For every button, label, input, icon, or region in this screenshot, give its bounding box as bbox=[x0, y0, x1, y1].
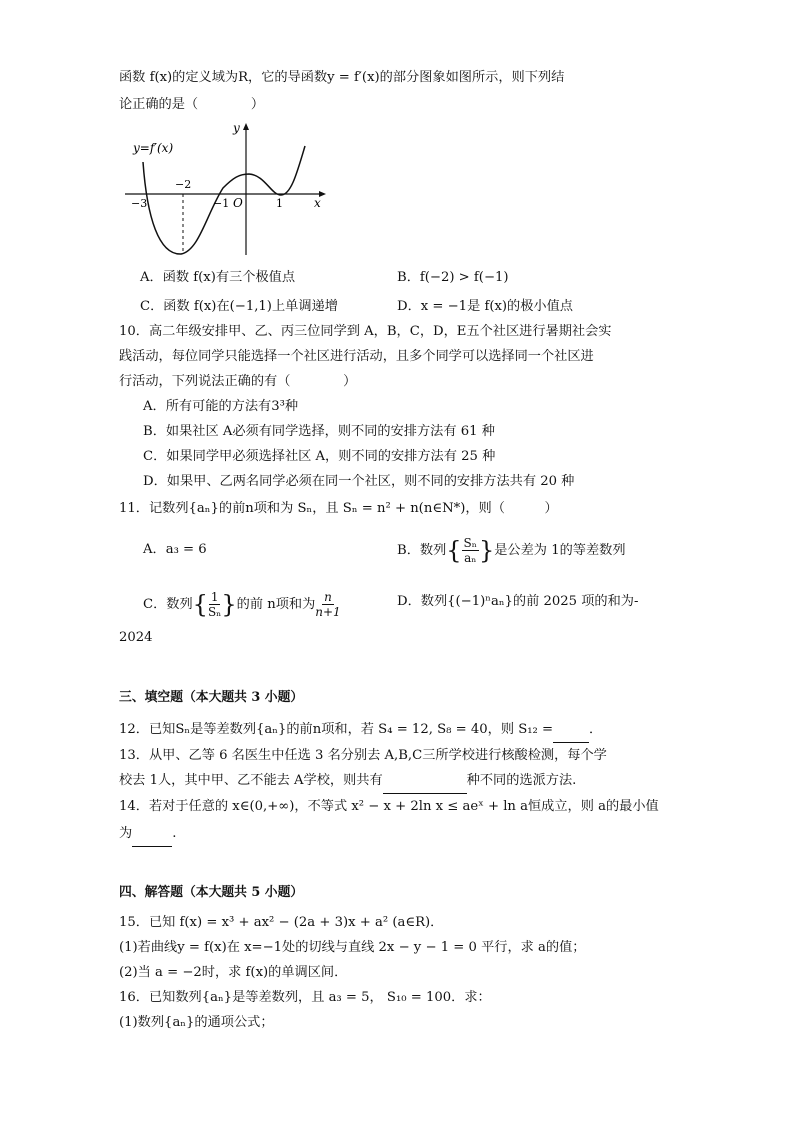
q11-option-b bbox=[397, 536, 626, 565]
q13-line2-suffix: 种不同的选派方法. bbox=[466, 773, 577, 788]
tick-neg2: −2 bbox=[175, 178, 192, 191]
q10-option-a: A．所有可能的方法有3³种 bbox=[143, 399, 299, 414]
q13-line1: 13．从甲、乙等 6 名医生中任选 3 名分别去 A,B,C三所学校进行核酸检测，每个学 bbox=[119, 748, 607, 763]
tick-1: 1 bbox=[276, 197, 283, 210]
fraction-sn-an bbox=[462, 536, 479, 565]
q9-option-d: D．x = −1是 f(x)的极小值点 bbox=[397, 299, 573, 314]
q13-line2-prefix: 校去 1人，其中甲、乙不能去 A学校，则共有 bbox=[119, 773, 383, 788]
left-brace: { bbox=[192, 590, 208, 619]
q15-line1: 15．已知 f(x) = x³ + ax² − (2a + 3)x + a² (a∈R)． bbox=[119, 915, 444, 930]
q13-line2 bbox=[119, 771, 576, 794]
q16-line2: (1)数列{aₙ}的通项公式； bbox=[119, 1015, 274, 1030]
section-fill-in-title: 三、填空题（本大题共 3 小题） bbox=[119, 690, 304, 705]
q14-line2-prefix: 为 bbox=[119, 826, 133, 841]
q12-text: 12．已知Sₙ是等差数列{aₙ}的前n项和，若 S₄ = 12, S₈ = 40，则 S₁₂ = bbox=[119, 722, 554, 737]
fraction-numerator: 1 bbox=[210, 590, 219, 604]
fraction-numerator: n bbox=[324, 590, 332, 604]
curve-label: y=f′(x) bbox=[133, 141, 174, 155]
origin-label: O bbox=[233, 196, 243, 210]
q9-option-c: C．函数 f(x)在(−1,1)上单调递增 bbox=[140, 299, 338, 314]
q9-line1: 函数 f(x)的定义域为R，它的导函数y = f′(x)的部分图象如图所示，则下列结 bbox=[119, 70, 565, 85]
q11-option-d-cont: 2024 bbox=[119, 630, 153, 645]
x-axis-label: x bbox=[314, 196, 321, 210]
q11-option-c-prefix: C．数列 bbox=[143, 597, 193, 612]
fraction-denominator: aₙ bbox=[464, 551, 477, 565]
tick-neg1: −1 bbox=[213, 197, 230, 210]
derivative-graph bbox=[119, 118, 334, 260]
q11-option-c-mid: 的前 n项和为 bbox=[236, 597, 316, 612]
right-brace: } bbox=[478, 536, 495, 565]
q10-line1: 10．高二年级安排甲、乙、丙三位同学到 A，B，C，D，E五个社区进行暑期社会实 bbox=[119, 324, 612, 339]
tick-neg3: −3 bbox=[131, 197, 148, 210]
q11-option-b-suffix: 是公差为 1的等差数列 bbox=[494, 543, 626, 558]
left-brace: { bbox=[446, 536, 462, 565]
q14-line2-suffix: . bbox=[172, 826, 177, 841]
q9-option-b: B．f(−2) > f(−1) bbox=[397, 270, 509, 285]
q15-line2: (1)若曲线y = f(x)在 x=−1处的切线与直线 2x − y − 1 = 0 平行，求 a的值； bbox=[119, 940, 586, 955]
fraction-1-sn bbox=[208, 590, 221, 619]
fraction-denominator: Sₙ bbox=[207, 605, 222, 619]
fraction-numerator: Sₙ bbox=[463, 536, 477, 550]
q11-stem: 11．记数列{aₙ}的前n项和为 Sₙ，且 Sₙ = n² + n(n∈N*)，则（ ） bbox=[119, 501, 558, 516]
q11-option-b-prefix: B．数列 bbox=[397, 543, 447, 558]
q15-line3: (2)当 a = −2时，求 f(x)的单调区间． bbox=[119, 965, 348, 980]
right-brace: } bbox=[221, 590, 237, 619]
q12 bbox=[119, 720, 602, 743]
q9-line2: 论正确的是（ ） bbox=[119, 97, 265, 112]
q16-line1: 16．已知数列{aₙ}是等差数列，且 a₃ = 5， S₁₀ = 100．求： bbox=[119, 990, 491, 1005]
q11-option-c bbox=[143, 590, 341, 619]
q10-option-d: D．如果甲、乙两名同学必须在同一个社区，则不同的安排方法共有 20 种 bbox=[143, 474, 575, 489]
q9-option-a: A．函数 f(x)有三个极值点 bbox=[140, 270, 296, 285]
q12-answer-blank[interactable] bbox=[553, 722, 589, 743]
q10-line3: 行活动，下列说法正确的有（ ） bbox=[119, 374, 357, 389]
q12-end: ． bbox=[589, 722, 603, 737]
q11-option-a: A．a₃ = 6 bbox=[143, 542, 207, 557]
q10-option-c: C．如果同学甲必须选择社区 A，则不同的安排方法有 25 种 bbox=[143, 449, 496, 464]
q14-answer-blank[interactable] bbox=[132, 826, 172, 847]
q13-answer-blank[interactable] bbox=[383, 773, 467, 794]
q14-line2 bbox=[119, 824, 176, 847]
q10-line2: 践活动，每位同学只能选择一个社区进行活动，且多个同学可以选择同一个社区进 bbox=[119, 349, 594, 364]
fraction-denominator: n+1 bbox=[315, 605, 341, 619]
fraction-n-n1 bbox=[315, 590, 340, 619]
y-axis-label: y bbox=[233, 121, 240, 135]
q11-option-d: D．数列{(−1)ⁿaₙ}的前 2025 项的和为- bbox=[397, 594, 639, 609]
q10-option-b: B．如果社区 A必须有同学选择，则不同的安排方法有 61 种 bbox=[143, 424, 495, 439]
q14-line1: 14．若对于任意的 x∈(0,+∞)，不等式 x² − x + 2ln x ≤ aeˣ + ln a恒成立，则 a的最小值 bbox=[119, 799, 659, 814]
section-answer-title: 四、解答题（本大题共 5 小题） bbox=[119, 885, 304, 900]
